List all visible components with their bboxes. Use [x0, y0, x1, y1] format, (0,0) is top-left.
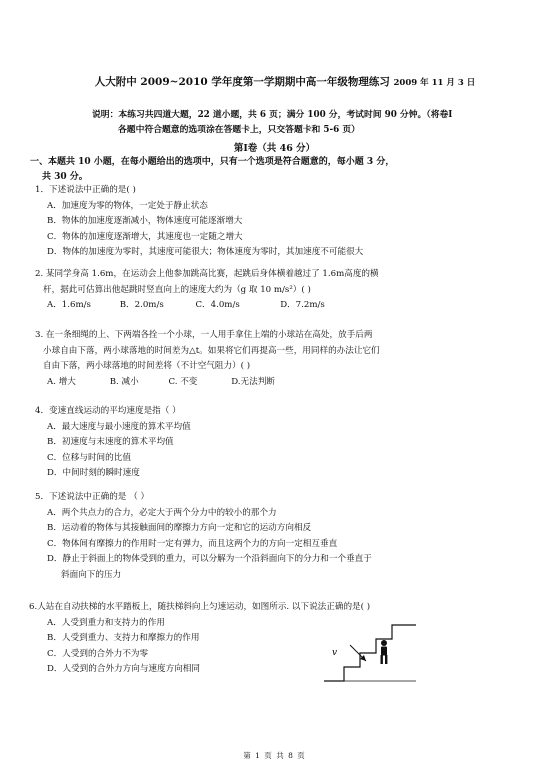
- escalator-steps: [324, 625, 416, 681]
- question-stem: 1．下述说法中正确的是( ): [35, 185, 136, 195]
- option-d: D．人受到的合外力方向与速度方向相同: [47, 664, 200, 674]
- question-stem: 2. 某同学身高 1.6m，在运动会上他参加跳高比赛，起跳后身体横着越过了 1.6m高度的横: [35, 269, 379, 279]
- question-stem-2: 杆，据此可估算出他起跳时竖直向上的速度大约为（g 取 10 m/s²）( ): [43, 284, 311, 295]
- question-stem: 3. 在一条细绳的上、下两端各拴一个小球，一人用手拿住上端的小球站在高处，放手后两: [35, 330, 373, 340]
- option-d-continued: 斜面向下的压力: [61, 569, 122, 580]
- title-date: 2009 年 11 月 3 日: [393, 78, 476, 88]
- option-a: A．加速度为零的物体，一定处于静止状态: [47, 200, 208, 211]
- page-footer: 第 1 页 共 8 页: [243, 751, 306, 760]
- part-heading-line-2: 共 30 分。: [42, 172, 88, 182]
- question-2: [35, 267, 515, 314]
- option-c: C．物体间有摩擦力的作用时一定有弹力，而且这两个力的方向一定相互垂直: [47, 538, 338, 549]
- option-a: A．1.6m/s: [47, 300, 91, 310]
- question-4: [35, 404, 515, 482]
- escalator-figure: [322, 617, 418, 683]
- question-stem-3: 自由下落，两小球落地的时间差将（不计空气阻力）( ): [43, 361, 251, 371]
- option-c: C．人受到的合外力不为零: [47, 648, 149, 659]
- part-heading-line-1: 一、本题共 10 小题，在每小题给出的选项中，只有一个选项是符合题意的，每小题 3 分，: [30, 157, 395, 167]
- option-c: C．位移与时间的比值: [47, 452, 131, 463]
- option-b: B. 减小: [109, 376, 139, 387]
- option-d: D．中间时刻的瞬时速度: [47, 468, 140, 478]
- instructions: [92, 108, 502, 138]
- option-b: B．人受到重力、支持力和摩擦力的作用: [47, 633, 200, 643]
- section-title: 第Ⅰ卷（共 46 分）: [233, 143, 316, 154]
- option-c: C. 不变: [168, 376, 198, 387]
- question-stem: 6.人站在自动扶梯的水平踏板上，随扶梯斜向上匀速运动，如图所示. 以下说法正确的是( ): [29, 602, 371, 612]
- instructions-line-1: 说明：本练习共四道大题，22 道小题，共 6 页；满分 100 分，考试时间 90 分钟。（将卷Ⅰ: [92, 110, 453, 120]
- part-heading: [30, 155, 530, 185]
- velocity-label: v: [332, 648, 338, 658]
- option-a: A．人受到重力和支持力的作用: [47, 617, 165, 628]
- options-row: [35, 298, 515, 314]
- option-d: D.无法判断: [231, 376, 275, 387]
- option-a: A．最大速度与最小速度的算术平均值: [47, 421, 191, 432]
- question-3: [35, 328, 515, 390]
- page-title: [40, 74, 530, 89]
- title-text: 人大附中 2009~2010 学年度第一学期期中高一年级物理练习: [94, 76, 390, 88]
- options-row: [35, 375, 515, 391]
- option-b: B．2.0m/s: [119, 300, 164, 310]
- option-b: B．运动着的物体与其接触面间的摩擦力方向一定和它的运动方向相反: [47, 523, 312, 533]
- option-d: D．7.2m/s: [280, 300, 325, 310]
- option-d: D．物体的加速度为零时，其速度可能很大；物体速度为零时，其加速度不可能很大: [47, 247, 364, 257]
- question-6: [29, 600, 515, 678]
- option-c: C．物体的加速度逐渐增大，其速度也一定随之增大: [47, 231, 243, 242]
- option-a: A. 增大: [47, 376, 76, 387]
- question-stem: 5．下述说法中正确的是 （ ）: [35, 492, 150, 502]
- option-b: B．初速度与末速度的算术平均值: [47, 437, 174, 447]
- instructions-line-2: 各题中符合题意的选项涂在答题卡上，只交答题卡和 5-6 页）: [118, 125, 360, 135]
- question-stem-2: 小球自由下落，两小球落地的时间差为△t。如果将它们再提高一些，用同样的办法让它们: [43, 345, 380, 356]
- option-b: B．物体的加速度逐渐减小，物体速度可能逐渐增大: [47, 216, 243, 226]
- question-stem: 4．变速直线运动的平均速度是指（ ）: [35, 406, 181, 416]
- person-icon: [381, 640, 388, 664]
- option-a: A．两个共点力的合力，必定大于两个分力中的较小的那个力: [47, 507, 277, 518]
- option-d: D．静止于斜面上的物体受到的重力，可以分解为一个沿斜面向下的分力和一个垂直于: [47, 554, 372, 564]
- option-c: C．4.0m/s: [195, 300, 240, 310]
- question-1: [35, 183, 515, 261]
- question-5: [35, 490, 515, 583]
